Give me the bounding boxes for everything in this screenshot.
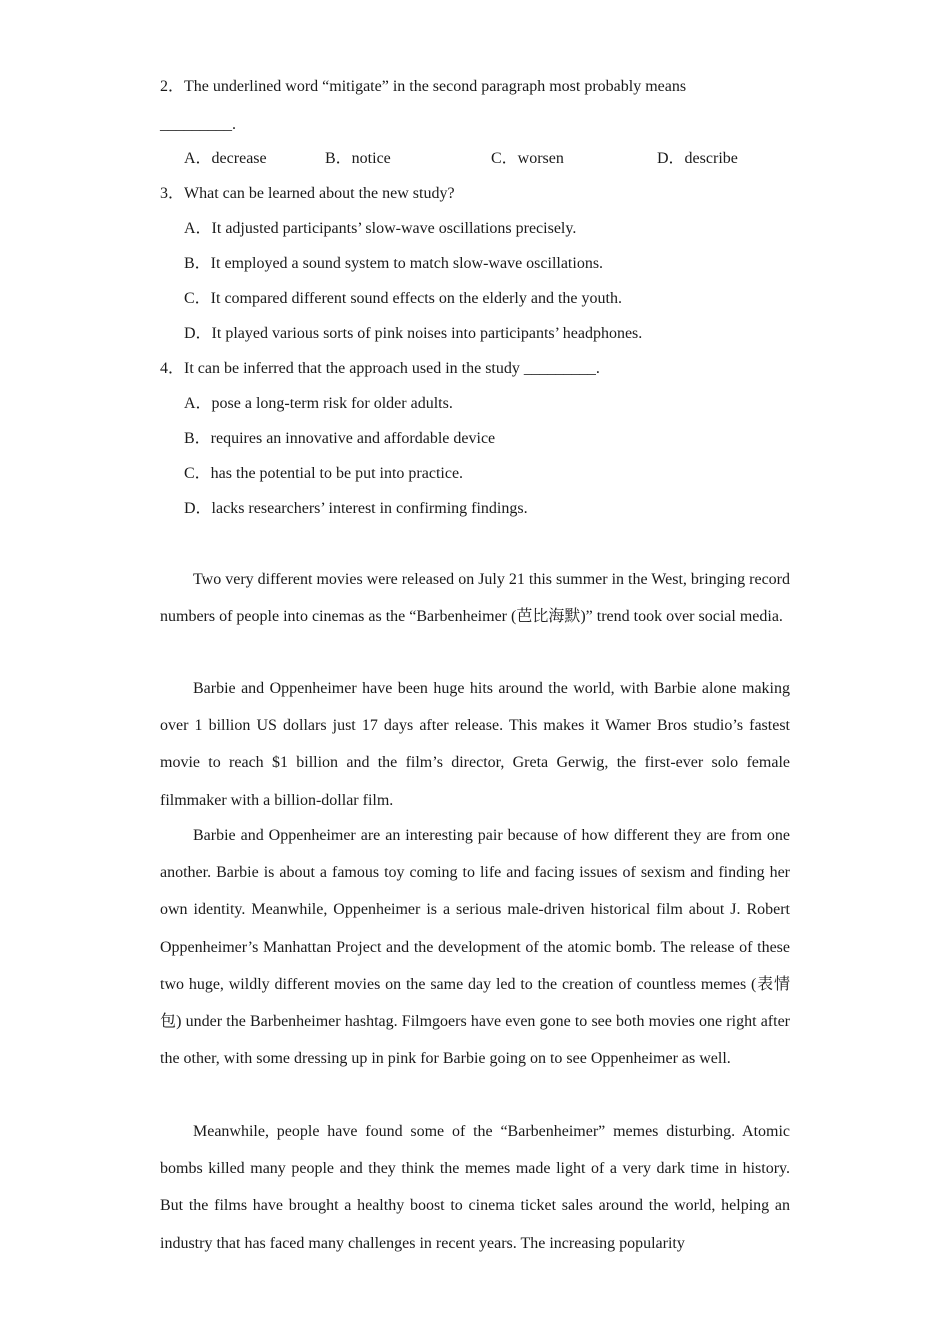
passage-paragraph-1: Two very different movies were released on July 21 this summer in the West, bringing record numbers of people into cinemas as the “Barbenheimer (芭比海默)” trend took over social media.	[160, 571, 790, 626]
q4-option-c: C．has the potential to be put into practice.	[184, 465, 464, 482]
q3-stem: 3．What can be learned about the new study?	[160, 185, 455, 202]
q4-option-b: B．requires an innovative and affordable device	[184, 430, 496, 447]
passage-paragraph-2: Barbie and Oppenheimer have been huge hits around the world, with Barbie alone making over 1 billion US dollars just 17 days after release. This makes it Wamer Bros studio’s fastest movie to reach $1 billion and the film’s director, Greta Gerwig, the first-ever solo female filmmaker with a billion-dollar film.	[160, 680, 790, 809]
q4-option-a: A．pose a long-term risk for older adults.	[184, 395, 453, 412]
q3-option-d: D．It played various sorts of pink noises into participants’ headphones.	[184, 325, 643, 342]
q4-option-d: D．lacks researchers’ interest in confirming findings.	[184, 500, 528, 517]
q2-option-c: C．worsen	[491, 150, 564, 167]
q2-blank: _________.	[160, 116, 236, 133]
q2-option-a: A．decrease	[184, 150, 267, 167]
passage-paragraph-4: Meanwhile, people have found some of the “Barbenheimer” memes disturbing. Atomic bombs killed many people and they think the memes made light of a very dark time in history. But the films have brought a healthy boost to cinema ticket sales around the world, helping an industry that has faced many challenges in recent years. The increasing popularity	[160, 1123, 790, 1252]
q3-option-c: C．It compared different sound effects on the elderly and the youth.	[184, 290, 622, 307]
q2-options	[160, 149, 790, 169]
q4-stem: 4．It can be inferred that the approach used in the study _________.	[160, 360, 600, 377]
q3-option-a: A．It adjusted participants’ slow-wave oscillations precisely.	[184, 220, 577, 237]
q3-option-b: B．It employed a sound system to match slow-wave oscillations.	[184, 255, 604, 272]
passage-paragraph-3: Barbie and Oppenheimer are an interesting pair because of how different they are from one another. Barbie is about a famous toy coming to life and facing issues of sexism and finding her own identity. Meanwhile, Oppenheimer is a serious male-driven historical film about J. Robert Oppenheimer’s Manhattan Project and the development of the atomic bomb. The release of these two huge, wildly different movies on the same day led to the creation of countless memes (表情包) under the Barbenheimer hashtag. Filmgoers have even gone to see both movies one right after the other, with some dressing up in pink for Barbie going on to see Oppenheimer as well.	[160, 827, 790, 1068]
q2-option-d: D．describe	[657, 150, 738, 167]
q2-stem: 2．The underlined word “mitigate” in the second paragraph most probably means	[160, 78, 687, 95]
q2-option-b: B．notice	[325, 150, 391, 167]
